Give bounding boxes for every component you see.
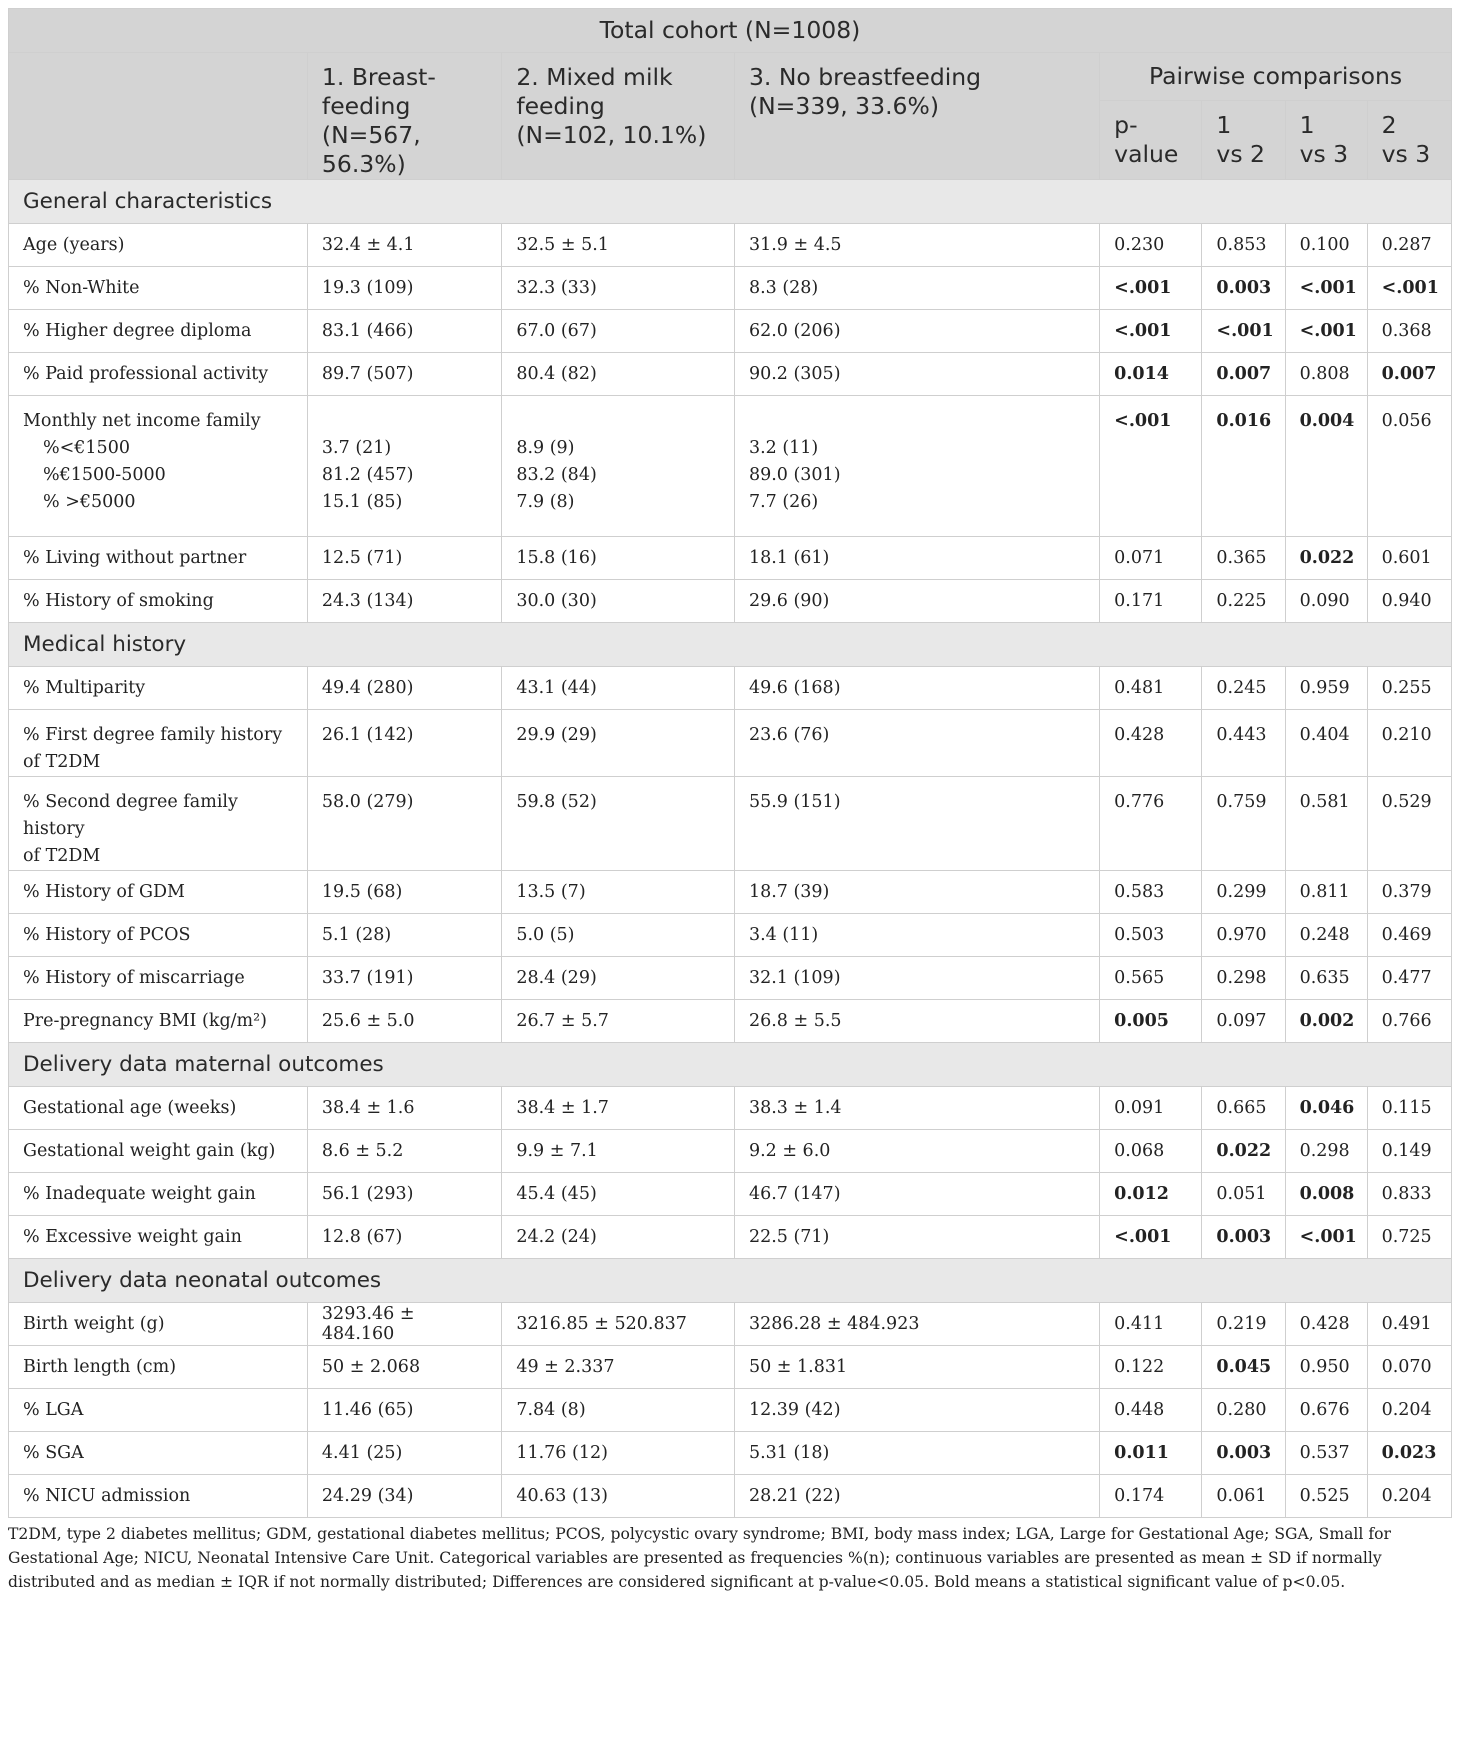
row-label: % Paid professional activity [9, 353, 308, 396]
group-1-cell: 49.4 (280) [307, 667, 501, 710]
group-2-cell: 43.1 (44) [502, 667, 735, 710]
p-2-vs-3-cell: 0.469 [1367, 914, 1451, 957]
section-title: Delivery data maternal outcomes [9, 1043, 1452, 1087]
p-1-vs-3-cell [1285, 310, 1367, 353]
p-value-cell: 0.230 [1100, 224, 1202, 267]
row-sublabel: %€1500-5000 [43, 465, 166, 485]
significant-value: <.001 [1216, 321, 1274, 341]
significant-value: 0.008 [1299, 1184, 1355, 1204]
p-1-vs-3-cell: 0.090 [1285, 580, 1367, 623]
p-2-vs-3-cell: 0.070 [1367, 1346, 1451, 1389]
p-2-vs-3-cell: 0.940 [1367, 580, 1451, 623]
p-1-vs-2-cell: 0.443 [1202, 710, 1285, 777]
table-row [9, 1432, 1452, 1475]
group-1-cell: 38.4 ± 1.6 [307, 1087, 501, 1130]
significant-value: 0.046 [1299, 1098, 1355, 1118]
p-1-vs-2-cell [1202, 1130, 1285, 1173]
group-2-cell: 45.4 (45) [502, 1173, 735, 1216]
p-1-vs-3-cell: 0.811 [1285, 871, 1367, 914]
row-label: % History of smoking [9, 580, 308, 623]
table-container [8, 8, 1452, 1594]
group-1-cell: 3293.46 ± 484.160 [307, 1303, 501, 1346]
significant-value: <.001 [1299, 1227, 1357, 1247]
p-value-cell [1100, 267, 1202, 310]
row-label-line: % Second degree family history [23, 792, 238, 839]
group-2-cell: 32.5 ± 5.1 [502, 224, 735, 267]
p-1-vs-2-cell: 0.051 [1202, 1173, 1285, 1216]
group-3-cell: 23.6 (76) [734, 710, 1099, 777]
group-1-cell: 32.4 ± 4.1 [307, 224, 501, 267]
row-sublabel: % >€5000 [43, 492, 136, 512]
significant-value: 0.003 [1216, 1443, 1272, 1463]
table-row [9, 710, 1452, 777]
p-value-cell: 0.171 [1100, 580, 1202, 623]
header-line: feeding [321, 92, 411, 120]
row-sublabel: %<€1500 [43, 438, 130, 458]
p-2-vs-3-cell: 0.491 [1367, 1303, 1451, 1346]
section-title: Delivery data neonatal outcomes [9, 1259, 1452, 1303]
p-2-vs-3-cell: 0.204 [1367, 1389, 1451, 1432]
p-1-vs-3-cell: 0.100 [1285, 224, 1367, 267]
header-line: 56.3%) [321, 150, 406, 178]
table-row [9, 914, 1452, 957]
p-2-vs-3-cell: 0.210 [1367, 710, 1451, 777]
section-row [9, 623, 1452, 667]
row-label: Gestational weight gain (kg) [9, 1130, 308, 1173]
table-footnote: T2DM, type 2 diabetes mellitus; GDM, gestational diabetes mellitus; PCOS, polycystic ovary syndrome; BMI, body mass index; LGA, Large for Gestational Age; SGA, Small for Gestational Age; NICU, Neonatal Intensive Care Unit. Categorical variables are presented as frequencies %(n); continuous variables are presented as mean ± SD if normally distributed and as median ± IQR if not normally distributed; Differences are considered significant at p-value<0.05. Bold means a statistical significant value of p<0.05. [8, 1525, 1391, 1591]
group-1-cell: 25.6 ± 5.0 [307, 1000, 501, 1043]
row-label: % NICU admission [9, 1475, 308, 1518]
row-label-main: Monthly net income family [23, 411, 261, 431]
row-label [9, 396, 308, 537]
row-label: % Higher degree diploma [9, 310, 308, 353]
p-1-vs-2-cell: 0.245 [1202, 667, 1285, 710]
p-2-vs-3-cell: 0.833 [1367, 1173, 1451, 1216]
group-2-cell: 5.0 (5) [502, 914, 735, 957]
significant-value: <.001 [1114, 411, 1172, 431]
p-2-vs-3-cell: 0.529 [1367, 777, 1451, 871]
header-line: 3. No breastfeeding [748, 63, 982, 91]
p-value-cell: 0.565 [1100, 957, 1202, 1000]
p-1-vs-2-cell [1202, 1216, 1285, 1259]
group-1-cell: 11.46 (65) [307, 1389, 501, 1432]
row-label: Birth length (cm) [9, 1346, 308, 1389]
p-value-cell: 0.174 [1100, 1475, 1202, 1518]
p-2-vs-3-cell: 0.477 [1367, 957, 1451, 1000]
group-3-cell [734, 396, 1099, 537]
group-3-cell: 50 ± 1.831 [734, 1346, 1099, 1389]
group-1-cell: 58.0 (279) [307, 777, 501, 871]
p-1-vs-2-cell: 0.280 [1202, 1389, 1285, 1432]
group-2-cell: 32.3 (33) [502, 267, 735, 310]
row-label: Age (years) [9, 224, 308, 267]
group-2-cell: 24.2 (24) [502, 1216, 735, 1259]
group-1-cell: 56.1 (293) [307, 1173, 501, 1216]
p-1-vs-3-cell: 0.808 [1285, 353, 1367, 396]
p-2-vs-3-cell: 0.149 [1367, 1130, 1451, 1173]
cohort-table [8, 8, 1452, 1518]
table-row [9, 224, 1452, 267]
p-value-cell: 0.411 [1100, 1303, 1202, 1346]
header-line: (N=567, [321, 121, 421, 149]
significant-value: 0.045 [1216, 1357, 1272, 1377]
significant-value: <.001 [1381, 278, 1439, 298]
p-1-vs-3-cell: 0.635 [1285, 957, 1367, 1000]
group-3-cell: 31.9 ± 4.5 [734, 224, 1099, 267]
row-label: Pre-pregnancy BMI (kg/m²) [9, 1000, 308, 1043]
significant-value: 0.003 [1216, 1227, 1272, 1247]
header-line: 1. Breast- [321, 63, 436, 91]
group-value: 15.1 (85) [321, 492, 403, 512]
table-row [9, 537, 1452, 580]
significant-value: 0.007 [1381, 364, 1437, 384]
group-2-cell: 80.4 (82) [502, 353, 735, 396]
group-3-cell: 32.1 (109) [734, 957, 1099, 1000]
p-2-vs-3-cell: 0.255 [1367, 667, 1451, 710]
p-1-vs-2-cell: 0.299 [1202, 871, 1285, 914]
row-label [9, 777, 308, 871]
group-1-header [307, 53, 501, 180]
group-2-cell [502, 396, 735, 537]
group-value: 81.2 (457) [321, 465, 414, 485]
p-value-cell: 0.091 [1100, 1087, 1202, 1130]
row-label [9, 710, 308, 777]
p-value-cell: 0.583 [1100, 871, 1202, 914]
significant-value: 0.023 [1381, 1443, 1437, 1463]
group-2-cell: 26.7 ± 5.7 [502, 1000, 735, 1043]
group-2-cell: 7.84 (8) [502, 1389, 735, 1432]
p-value-cell [1100, 396, 1202, 537]
p-2-vs-3-cell: 0.056 [1367, 396, 1451, 537]
group-1-cell: 24.29 (34) [307, 1475, 501, 1518]
row-label: % Non-White [9, 267, 308, 310]
table-row [9, 871, 1452, 914]
group-3-cell: 46.7 (147) [734, 1173, 1099, 1216]
header-line: vs 3 [1381, 140, 1431, 169]
group-1-cell: 8.6 ± 5.2 [307, 1130, 501, 1173]
p-1-vs-2-cell: 0.225 [1202, 580, 1285, 623]
group-value: 8.9 (9) [516, 438, 575, 458]
row-label: Birth weight (g) [9, 1303, 308, 1346]
p-1-vs-2-cell: 0.853 [1202, 224, 1285, 267]
table-row [9, 1130, 1452, 1173]
header-line: (N=339, 33.6%) [748, 92, 939, 120]
section-title: General characteristics [9, 180, 1452, 224]
p-value-cell: 0.122 [1100, 1346, 1202, 1389]
table-row [9, 1475, 1452, 1518]
p-1-vs-2-cell [1202, 267, 1285, 310]
row-label-line: of T2DM [23, 846, 101, 866]
group-value: 3.2 (11) [748, 438, 819, 458]
group-2-cell: 30.0 (30) [502, 580, 735, 623]
significant-value: 0.022 [1216, 1141, 1272, 1161]
group-2-cell: 9.9 ± 7.1 [502, 1130, 735, 1173]
p-value-cell [1100, 310, 1202, 353]
pairwise-header: Pairwise comparisons [1100, 53, 1452, 101]
row-label: % Excessive weight gain [9, 1216, 308, 1259]
p-1-vs-3-cell [1285, 1087, 1367, 1130]
p-1-vs-3-cell: 0.404 [1285, 710, 1367, 777]
row-label-header [9, 53, 308, 180]
p-value-cell: 0.428 [1100, 710, 1202, 777]
p-2-vs-3-cell: 0.379 [1367, 871, 1451, 914]
row-label: % History of GDM [9, 871, 308, 914]
header-line: p- [1114, 111, 1138, 140]
group-3-cell: 9.2 ± 6.0 [734, 1130, 1099, 1173]
p-2-vs-3-cell: 0.287 [1367, 224, 1451, 267]
significant-value: 0.002 [1299, 1011, 1355, 1031]
group-1-cell: 12.8 (67) [307, 1216, 501, 1259]
group-3-cell: 49.6 (168) [734, 667, 1099, 710]
group-1-cell: 33.7 (191) [307, 957, 501, 1000]
group-value: 7.9 (8) [516, 492, 575, 512]
significant-value: <.001 [1114, 1227, 1172, 1247]
significant-value: <.001 [1299, 278, 1357, 298]
group-2-cell: 40.63 (13) [502, 1475, 735, 1518]
row-label: % LGA [9, 1389, 308, 1432]
group-1-cell: 89.7 (507) [307, 353, 501, 396]
p-value-cell: 0.071 [1100, 537, 1202, 580]
group-2-cell: 11.76 (12) [502, 1432, 735, 1475]
p-value-cell [1100, 1216, 1202, 1259]
table-row [9, 957, 1452, 1000]
p-1-vs-3-cell [1285, 267, 1367, 310]
group-1-cell: 83.1 (466) [307, 310, 501, 353]
significant-value: <.001 [1114, 321, 1172, 341]
p-value-cell [1100, 1173, 1202, 1216]
group-value: 83.2 (84) [516, 465, 597, 485]
group-3-cell: 12.39 (42) [734, 1389, 1099, 1432]
1-vs-2-header [1202, 101, 1285, 180]
group-2-cell: 59.8 (52) [502, 777, 735, 871]
group-3-cell: 90.2 (305) [734, 353, 1099, 396]
group-1-cell: 19.5 (68) [307, 871, 501, 914]
header-line: 2 [1381, 111, 1397, 140]
p-value-cell: 0.068 [1100, 1130, 1202, 1173]
p-2-vs-3-cell: 0.601 [1367, 537, 1451, 580]
header-line: vs 2 [1216, 140, 1265, 169]
p-1-vs-2-cell: 0.970 [1202, 914, 1285, 957]
p-value-cell [1100, 1432, 1202, 1475]
p-1-vs-3-cell: 0.525 [1285, 1475, 1367, 1518]
row-label-line: % First degree family history [23, 725, 283, 745]
group-3-cell: 55.9 (151) [734, 777, 1099, 871]
table-row [9, 396, 1452, 537]
row-label-line: of T2DM [23, 752, 101, 772]
group-3-cell: 8.3 (28) [734, 267, 1099, 310]
table-row [9, 1346, 1452, 1389]
group-3-header [734, 53, 1099, 180]
p-value-cell: 0.448 [1100, 1389, 1202, 1432]
1-vs-3-header [1285, 101, 1367, 180]
header-line: 1 [1216, 111, 1232, 140]
p-2-vs-3-cell: 0.368 [1367, 310, 1451, 353]
p-2-vs-3-cell [1367, 267, 1451, 310]
2-vs-3-header [1367, 101, 1451, 180]
group-2-header [502, 53, 735, 180]
p-value-cell: 0.481 [1100, 667, 1202, 710]
header-line: 1 [1299, 111, 1315, 140]
group-3-cell: 62.0 (206) [734, 310, 1099, 353]
p-1-vs-3-cell: 0.298 [1285, 1130, 1367, 1173]
p-1-vs-3-cell: 0.581 [1285, 777, 1367, 871]
group-2-cell: 28.4 (29) [502, 957, 735, 1000]
significant-value: 0.012 [1114, 1184, 1169, 1204]
p-1-vs-3-cell: 0.959 [1285, 667, 1367, 710]
p-2-vs-3-cell: 0.204 [1367, 1475, 1451, 1518]
group-2-cell: 49 ± 2.337 [502, 1346, 735, 1389]
group-2-cell: 3216.85 ± 520.837 [502, 1303, 735, 1346]
group-3-cell: 18.1 (61) [734, 537, 1099, 580]
p-value-cell [1100, 1000, 1202, 1043]
header-line: vs 3 [1299, 140, 1349, 169]
p-2-vs-3-cell: 0.725 [1367, 1216, 1451, 1259]
p-2-vs-3-cell [1367, 353, 1451, 396]
table-row [9, 1000, 1452, 1043]
p-1-vs-3-cell: 0.950 [1285, 1346, 1367, 1389]
p-1-vs-2-cell: 0.219 [1202, 1303, 1285, 1346]
p-1-vs-3-cell [1285, 1173, 1367, 1216]
table-row [9, 1389, 1452, 1432]
group-1-cell: 12.5 (71) [307, 537, 501, 580]
row-label: Gestational age (weeks) [9, 1087, 308, 1130]
table-row [9, 777, 1452, 871]
p-1-vs-3-cell: 0.676 [1285, 1389, 1367, 1432]
header-line: 2. Mixed milk [516, 63, 673, 91]
p-1-vs-3-cell: 0.537 [1285, 1432, 1367, 1475]
row-label: % History of miscarriage [9, 957, 308, 1000]
significant-value: 0.005 [1114, 1011, 1169, 1031]
group-value: 3.7 (21) [321, 438, 392, 458]
table-row [9, 353, 1452, 396]
group-3-cell: 22.5 (71) [734, 1216, 1099, 1259]
p-1-vs-2-cell [1202, 1346, 1285, 1389]
header-line: feeding [516, 92, 605, 120]
row-label: % SGA [9, 1432, 308, 1475]
significant-value: 0.016 [1216, 411, 1272, 431]
group-2-cell: 15.8 (16) [502, 537, 735, 580]
table-row [9, 1087, 1452, 1130]
table-title: Total cohort (N=1008) [9, 9, 1452, 53]
group-3-cell: 28.21 (22) [734, 1475, 1099, 1518]
p-1-vs-2-cell: 0.061 [1202, 1475, 1285, 1518]
p-1-vs-3-cell [1285, 537, 1367, 580]
table-row [9, 1173, 1452, 1216]
p-1-vs-3-cell [1285, 1216, 1367, 1259]
group-value: 7.7 (26) [748, 492, 819, 512]
group-2-cell: 67.0 (67) [502, 310, 735, 353]
section-row [9, 1259, 1452, 1303]
group-1-cell: 4.41 (25) [307, 1432, 501, 1475]
group-2-cell: 13.5 (7) [502, 871, 735, 914]
table-row [9, 580, 1452, 623]
p-value-cell [1100, 353, 1202, 396]
section-row [9, 1043, 1452, 1087]
p-1-vs-2-cell [1202, 310, 1285, 353]
significant-value: 0.003 [1216, 278, 1272, 298]
table-row [9, 267, 1452, 310]
significant-value: <.001 [1299, 321, 1357, 341]
section-row [9, 180, 1452, 224]
header-line: (N=102, 10.1%) [516, 121, 707, 149]
significant-value: 0.014 [1114, 364, 1169, 384]
table-body [9, 180, 1452, 1518]
p-1-vs-2-cell: 0.665 [1202, 1087, 1285, 1130]
significant-value: 0.022 [1299, 548, 1355, 568]
significant-value: <.001 [1114, 278, 1172, 298]
group-1-cell [307, 396, 501, 537]
p-1-vs-2-cell: 0.097 [1202, 1000, 1285, 1043]
table-row [9, 667, 1452, 710]
group-1-cell: 50 ± 2.068 [307, 1346, 501, 1389]
group-3-cell: 5.31 (18) [734, 1432, 1099, 1475]
p-1-vs-2-cell: 0.759 [1202, 777, 1285, 871]
significant-value: 0.007 [1216, 364, 1272, 384]
section-title: Medical history [9, 623, 1452, 667]
p-2-vs-3-cell [1367, 1432, 1451, 1475]
p-1-vs-2-cell: 0.298 [1202, 957, 1285, 1000]
group-1-cell: 26.1 (142) [307, 710, 501, 777]
p-2-vs-3-cell: 0.115 [1367, 1087, 1451, 1130]
p-value-header [1100, 101, 1202, 180]
row-label: % Multiparity [9, 667, 308, 710]
row-label: % Inadequate weight gain [9, 1173, 308, 1216]
p-1-vs-2-cell [1202, 1432, 1285, 1475]
row-label: % Living without partner [9, 537, 308, 580]
p-2-vs-3-cell: 0.766 [1367, 1000, 1451, 1043]
table-row [9, 1303, 1452, 1346]
significant-value: 0.011 [1114, 1443, 1169, 1463]
group-1-cell: 5.1 (28) [307, 914, 501, 957]
p-1-vs-3-cell [1285, 396, 1367, 537]
significant-value: 0.004 [1299, 411, 1355, 431]
p-1-vs-2-cell: 0.365 [1202, 537, 1285, 580]
p-1-vs-2-cell [1202, 353, 1285, 396]
group-3-cell: 3286.28 ± 484.923 [734, 1303, 1099, 1346]
group-1-cell: 19.3 (109) [307, 267, 501, 310]
group-value: 89.0 (301) [748, 465, 841, 485]
group-3-cell: 29.6 (90) [734, 580, 1099, 623]
group-2-cell: 38.4 ± 1.7 [502, 1087, 735, 1130]
table-row [9, 310, 1452, 353]
group-3-cell: 38.3 ± 1.4 [734, 1087, 1099, 1130]
table-row [9, 1216, 1452, 1259]
p-value-cell: 0.776 [1100, 777, 1202, 871]
header-line: value [1114, 140, 1179, 169]
group-3-cell: 18.7 (39) [734, 871, 1099, 914]
p-1-vs-3-cell: 0.248 [1285, 914, 1367, 957]
group-3-cell: 26.8 ± 5.5 [734, 1000, 1099, 1043]
row-label: % History of PCOS [9, 914, 308, 957]
p-1-vs-3-cell: 0.428 [1285, 1303, 1367, 1346]
group-1-cell: 24.3 (134) [307, 580, 501, 623]
p-1-vs-3-cell [1285, 1000, 1367, 1043]
group-2-cell: 29.9 (29) [502, 710, 735, 777]
group-3-cell: 3.4 (11) [734, 914, 1099, 957]
p-value-cell: 0.503 [1100, 914, 1202, 957]
p-1-vs-2-cell [1202, 396, 1285, 537]
